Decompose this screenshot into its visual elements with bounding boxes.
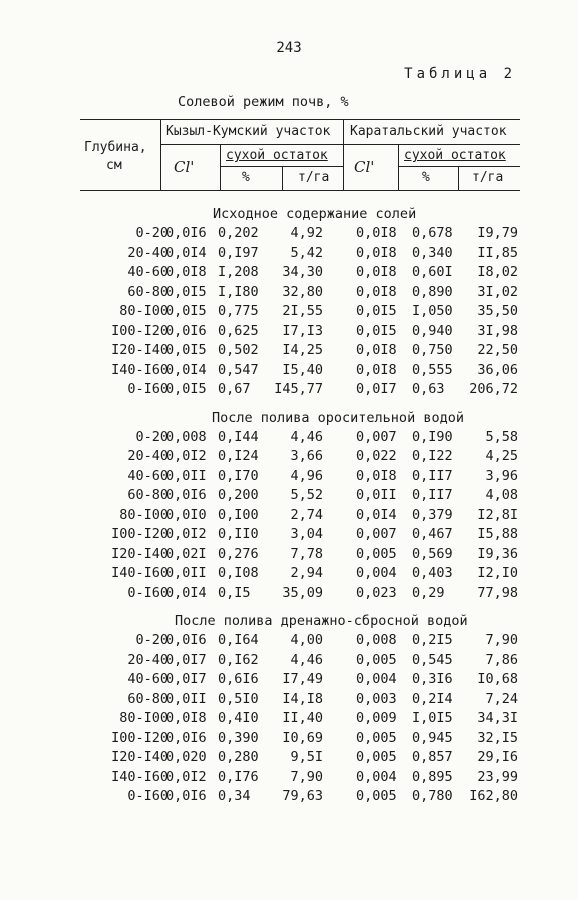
site1-cl-cell: 0,0I4 <box>166 584 207 601</box>
site1-dry-pct-cell: 0,II0 <box>218 526 259 542</box>
site1-dry-tha-cell: 4,96 <box>290 467 323 484</box>
site2-cl-cell: 0,0I8 <box>356 283 397 300</box>
table-row <box>0 244 578 264</box>
depth-cell: 20-40 <box>127 448 168 464</box>
site2-dry-pct-cell: 0,945 <box>412 729 453 746</box>
site2-dry-pct-cell: 0,29 <box>412 584 445 601</box>
site1-dry-pct-cell: I,I80 <box>218 283 259 300</box>
site2-dry-tha-cell: 3I,98 <box>477 322 518 339</box>
site2-dry-pct-cell: 0,I22 <box>412 448 453 464</box>
site2-dry-tha-cell: 36,06 <box>477 361 518 378</box>
site1-dry-tha-cell: I45,77 <box>274 381 323 397</box>
site2-dry-pct-cell: 0,545 <box>412 651 453 668</box>
site2-dry-tha-cell: 3I,02 <box>477 283 518 300</box>
site2-cl-cell: 0,0I8 <box>356 361 397 378</box>
site2-dry-pct-cell: 0,555 <box>412 361 453 378</box>
header-divider-cl1 <box>220 144 221 190</box>
site1-dry-pct-cell: 0,I97 <box>218 244 259 261</box>
site1-dry-pct-cell: 0,I08 <box>218 565 259 581</box>
table-row <box>0 525 578 545</box>
table-row <box>0 467 578 487</box>
table-body <box>0 204 578 807</box>
site2-dry-tha-cell: 4,25 <box>485 448 518 464</box>
depth-cell: 0-I60 <box>127 788 168 804</box>
site2-dry-tha-cell: 77,98 <box>477 584 518 601</box>
site2-cl-cell: 0,0I8 <box>356 244 397 261</box>
site1-cl-cell: 0,0I6 <box>166 788 207 804</box>
site1-dry-tha-cell: I4,25 <box>282 342 323 358</box>
site1-cl-cell: 0,0I6 <box>166 322 207 339</box>
site2-cl-cell: 0,004 <box>356 768 397 785</box>
table-row <box>0 564 578 584</box>
site1-dry-tha-cell: I4,I8 <box>282 690 323 707</box>
site1-dry-tha-cell: 4,46 <box>290 651 323 668</box>
dry-residue-header-site1: сухой остаток <box>226 148 328 163</box>
cl-header-site1: Cl' <box>174 158 195 176</box>
site1-cl-cell: 0,0I6 <box>166 225 207 241</box>
tha-header-site1: т/га <box>298 170 330 185</box>
table-row <box>0 670 578 690</box>
site1-dry-tha-cell: 7,90 <box>290 768 323 785</box>
site2-dry-tha-cell: I9,79 <box>477 225 518 241</box>
site1-header: Кызыл-Кумский участок <box>166 124 331 139</box>
table-row <box>0 361 578 381</box>
site1-cl-cell: 0,0I8 <box>166 710 207 726</box>
site2-cl-cell: 0,0I8 <box>356 342 397 358</box>
site1-dry-pct-cell: 0,775 <box>218 303 259 319</box>
table-row <box>0 729 578 749</box>
depth-cell: I20-I40 <box>111 342 168 358</box>
site1-dry-tha-cell: I5,40 <box>282 361 323 378</box>
site2-dry-tha-cell: 5,58 <box>485 428 518 445</box>
site2-dry-tha-cell: 7,24 <box>485 690 518 707</box>
depth-cell: 40-60 <box>127 467 168 484</box>
site2-dry-pct-cell: 0,II7 <box>412 487 453 503</box>
site2-dry-pct-cell: 0,750 <box>412 342 453 358</box>
table-row <box>0 341 578 361</box>
site2-dry-tha-cell: I8,02 <box>477 264 518 280</box>
site1-dry-pct-cell: 0,I64 <box>218 632 259 648</box>
depth-cell: 60-80 <box>127 690 168 707</box>
table-row <box>0 380 578 400</box>
table-row <box>0 651 578 671</box>
site2-dry-pct-cell: 0,569 <box>412 545 453 562</box>
table-header <box>80 119 520 191</box>
site2-cl-cell: 0,004 <box>356 565 397 581</box>
site1-dry-pct-cell: 0,200 <box>218 487 259 503</box>
site2-cl-cell: 0,005 <box>356 651 397 668</box>
site1-cl-cell: 0,0I5 <box>166 342 207 358</box>
depth-cell: 0-20 <box>135 428 168 445</box>
site1-cl-cell: 0,0I6 <box>166 729 207 746</box>
site1-dry-pct-cell: 0,280 <box>218 749 259 765</box>
site1-cl-cell: 0,0II <box>166 565 207 581</box>
site2-dry-tha-cell: 206,72 <box>469 381 518 397</box>
site1-cl-cell: 0,020 <box>166 749 207 765</box>
table-row <box>0 486 578 506</box>
site2-dry-tha-cell: I9,36 <box>477 545 518 562</box>
site2-cl-cell: 0,0I5 <box>356 303 397 319</box>
table-row <box>0 447 578 467</box>
header-divider-pct2 <box>458 166 459 190</box>
site2-dry-pct-cell: 0,379 <box>412 506 453 523</box>
site2-cl-cell: 0,007 <box>356 526 397 542</box>
site2-dry-tha-cell: 7,90 <box>485 632 518 648</box>
depth-cell: 40-60 <box>127 671 168 687</box>
site1-dry-pct-cell: 0,34 <box>218 788 251 804</box>
site1-cl-cell: 0,0I2 <box>166 768 207 785</box>
depth-cell: I40-I60 <box>111 361 168 378</box>
site1-cl-cell: 0,0I5 <box>166 283 207 300</box>
site2-dry-tha-cell: 29,I6 <box>477 749 518 765</box>
site2-dry-pct-cell: 0,403 <box>412 565 453 581</box>
site2-dry-tha-cell: 4,08 <box>485 487 518 503</box>
depth-cell: 80-I00 <box>119 506 168 523</box>
header-divider-sites-row <box>160 144 520 145</box>
site2-dry-tha-cell: 34,3I <box>477 710 518 726</box>
table-label: Таблица 2 <box>404 66 516 82</box>
table-row <box>0 709 578 729</box>
site2-cl-cell: 0,009 <box>356 710 397 726</box>
site1-dry-pct-cell: 0,I44 <box>218 428 259 445</box>
dry-residue-header-site2: сухой остаток <box>404 148 506 163</box>
pct-header-site1: % <box>242 170 250 185</box>
depth-cell: I00-I20 <box>111 729 168 746</box>
header-divider-sites <box>343 120 344 190</box>
site1-dry-pct-cell: 0,502 <box>218 342 259 358</box>
site2-cl-cell: 0,005 <box>356 788 397 804</box>
site1-dry-tha-cell: 4,46 <box>290 428 323 445</box>
site1-dry-pct-cell: 0,625 <box>218 322 259 339</box>
site1-dry-pct-cell: 0,390 <box>218 729 259 746</box>
site2-cl-cell: 0,0I4 <box>356 506 397 523</box>
section-gap <box>0 400 578 408</box>
site2-cl-cell: 0,007 <box>356 428 397 445</box>
site2-cl-cell: 0,0I8 <box>356 264 397 280</box>
site2-dry-tha-cell: 7,86 <box>485 651 518 668</box>
section-title: После полива оросительной водой <box>212 409 464 426</box>
site2-cl-cell: 0,0I8 <box>356 225 397 241</box>
table-row <box>0 428 578 448</box>
site1-dry-tha-cell: I7,I3 <box>282 322 323 339</box>
site1-dry-pct-cell: 0,I62 <box>218 651 259 668</box>
site1-dry-pct-cell: I,208 <box>218 264 259 280</box>
site2-cl-cell: 0,0I7 <box>356 381 397 397</box>
section-title: Исходное содержание солей <box>213 206 417 222</box>
site1-cl-cell: 0,0I0 <box>166 506 207 523</box>
site1-dry-tha-cell: 2,94 <box>290 565 323 581</box>
site2-dry-pct-cell: 0,2I4 <box>412 690 453 707</box>
depth-cell: 0-I60 <box>127 584 168 601</box>
depth-cell: 60-80 <box>127 487 168 503</box>
site2-dry-pct-cell: 0,II7 <box>412 467 453 484</box>
site2-dry-pct-cell: 0,I90 <box>412 428 453 445</box>
site2-cl-cell: 0,0II <box>356 487 397 503</box>
site2-cl-cell: 0,005 <box>356 729 397 746</box>
site1-dry-tha-cell: 4,92 <box>290 225 323 241</box>
site2-cl-cell: 0,023 <box>356 584 397 601</box>
depth-cell: 40-60 <box>127 264 168 280</box>
depth-cell: I00-I20 <box>111 322 168 339</box>
site2-cl-cell: 0,004 <box>356 671 397 687</box>
header-divider-dry2 <box>398 166 520 167</box>
depth-cell: 60-80 <box>127 283 168 300</box>
site2-dry-tha-cell: 35,50 <box>477 303 518 319</box>
site2-dry-tha-cell: 23,99 <box>477 768 518 785</box>
site1-dry-tha-cell: I0,69 <box>282 729 323 746</box>
site1-dry-tha-cell: 9,5I <box>290 749 323 765</box>
depth-cell: 0-20 <box>135 225 168 241</box>
site1-dry-tha-cell: 2I,55 <box>282 303 323 319</box>
site1-dry-pct-cell: 0,I70 <box>218 467 259 484</box>
site1-dry-pct-cell: 0,276 <box>218 545 259 562</box>
table-title: Солевой режим почв, % <box>178 94 349 110</box>
site2-dry-pct-cell: 0,2I5 <box>412 632 453 648</box>
tha-header-site2: т/га <box>472 170 504 185</box>
site1-cl-cell: 0,0I8 <box>166 264 207 280</box>
site1-dry-pct-cell: 0,547 <box>218 361 259 378</box>
cl-header-site2: Cl' <box>354 158 375 176</box>
site2-dry-pct-cell: 0,340 <box>412 244 453 261</box>
table-row <box>0 224 578 244</box>
site1-dry-pct-cell: 0,67 <box>218 381 251 397</box>
site1-dry-tha-cell: 32,80 <box>282 283 323 300</box>
site1-cl-cell: 0,0I4 <box>166 361 207 378</box>
site2-dry-pct-cell: 0,857 <box>412 749 453 765</box>
header-divider-depth <box>160 120 161 190</box>
site1-cl-cell: 0,008 <box>166 428 207 445</box>
site1-cl-cell: 0,0I2 <box>166 448 207 464</box>
site1-dry-pct-cell: 0,6I6 <box>218 671 259 687</box>
site1-dry-pct-cell: 0,202 <box>218 225 259 241</box>
site2-dry-tha-cell: 22,50 <box>477 342 518 358</box>
site1-dry-tha-cell: 34,30 <box>282 264 323 280</box>
section-gap <box>0 603 578 611</box>
site2-cl-cell: 0,003 <box>356 690 397 707</box>
site2-cl-cell: 0,005 <box>356 545 397 562</box>
section-title: После полива дренажно-сбросной водой <box>175 613 468 629</box>
site2-dry-pct-cell: 0,678 <box>412 225 453 241</box>
site1-cl-cell: 0,02I <box>166 545 207 562</box>
site2-dry-pct-cell: 0,895 <box>412 768 453 785</box>
site1-dry-pct-cell: 0,I00 <box>218 506 259 523</box>
site1-dry-tha-cell: 2,74 <box>290 506 323 523</box>
site2-dry-pct-cell: 0,467 <box>412 526 453 542</box>
table-row <box>0 506 578 526</box>
table-row <box>0 748 578 768</box>
site2-dry-pct-cell: 0,890 <box>412 283 453 300</box>
site2-dry-tha-cell: I5,88 <box>477 526 518 542</box>
table-row <box>0 302 578 322</box>
site2-dry-tha-cell: 3,96 <box>485 467 518 484</box>
depth-cell: I00-I20 <box>111 526 168 542</box>
depth-cell: I40-I60 <box>111 768 168 785</box>
pct-header-site2: % <box>422 170 430 185</box>
site1-dry-tha-cell: 3,66 <box>290 448 323 464</box>
table-row <box>0 283 578 303</box>
site2-dry-pct-cell: 0,3I6 <box>412 671 453 687</box>
site1-dry-pct-cell: 0,I24 <box>218 448 259 464</box>
site2-dry-tha-cell: 32,I5 <box>477 729 518 746</box>
table-row <box>0 690 578 710</box>
table-row <box>0 322 578 342</box>
site1-dry-tha-cell: 4,00 <box>290 632 323 648</box>
depth-header-line1: Глубина, <box>84 140 147 155</box>
table-row <box>0 787 578 807</box>
site2-dry-tha-cell: II,85 <box>477 244 518 261</box>
site2-dry-tha-cell: I2,I0 <box>477 565 518 581</box>
site2-cl-cell: 0,0I8 <box>356 467 397 484</box>
site1-dry-pct-cell: 0,5I0 <box>218 690 259 707</box>
site2-dry-pct-cell: 0,63 <box>412 381 445 397</box>
site2-cl-cell: 0,008 <box>356 632 397 648</box>
site2-dry-pct-cell: 0,780 <box>412 788 453 804</box>
site1-cl-cell: 0,0I2 <box>166 526 207 542</box>
header-divider-cl2 <box>398 144 399 190</box>
depth-header-line2: см <box>106 158 122 173</box>
table-row <box>0 584 578 604</box>
site1-dry-tha-cell: 35,09 <box>282 584 323 601</box>
table-row <box>0 263 578 283</box>
site1-dry-pct-cell: 0,4I0 <box>218 710 259 726</box>
site2-dry-pct-cell: 0,60I <box>412 264 453 280</box>
site2-dry-pct-cell: I,0I5 <box>412 710 453 726</box>
site1-dry-tha-cell: II,40 <box>282 710 323 726</box>
site2-dry-pct-cell: I,050 <box>412 303 453 319</box>
site1-cl-cell: 0,0II <box>166 690 207 707</box>
depth-cell: 0-20 <box>135 632 168 648</box>
site1-cl-cell: 0,0I6 <box>166 632 207 648</box>
site1-dry-tha-cell: 5,42 <box>290 244 323 261</box>
site2-header: Каратальский участок <box>350 124 507 139</box>
table-row <box>0 768 578 788</box>
header-divider-pct1 <box>282 166 283 190</box>
site1-dry-tha-cell: 3,04 <box>290 526 323 542</box>
depth-cell: I20-I40 <box>111 749 168 765</box>
site1-cl-cell: 0,0II <box>166 467 207 484</box>
site2-dry-pct-cell: 0,940 <box>412 322 453 339</box>
site1-dry-tha-cell: 79,63 <box>282 788 323 804</box>
site2-dry-tha-cell: I0,68 <box>477 671 518 687</box>
site1-dry-pct-cell: 0,I5 <box>218 584 251 601</box>
site1-cl-cell: 0,0I5 <box>166 303 207 319</box>
table-row <box>0 631 578 651</box>
site1-cl-cell: 0,0I7 <box>166 651 207 668</box>
depth-cell: 20-40 <box>127 651 168 668</box>
table-row <box>0 545 578 565</box>
site1-cl-cell: 0,0I7 <box>166 671 207 687</box>
depth-cell: 0-I60 <box>127 381 168 397</box>
site1-dry-tha-cell: 7,78 <box>290 545 323 562</box>
site2-cl-cell: 0,0I5 <box>356 322 397 339</box>
site2-cl-cell: 0,022 <box>356 448 397 464</box>
site2-cl-cell: 0,005 <box>356 749 397 765</box>
site1-cl-cell: 0,0I5 <box>166 381 207 397</box>
depth-cell: 80-I00 <box>119 710 168 726</box>
depth-cell: 20-40 <box>127 244 168 261</box>
site1-dry-pct-cell: 0,I76 <box>218 768 259 785</box>
site1-cl-cell: 0,0I4 <box>166 244 207 261</box>
site1-dry-tha-cell: I7,49 <box>282 671 323 687</box>
depth-cell: I20-I40 <box>111 545 168 562</box>
site1-cl-cell: 0,0I6 <box>166 487 207 503</box>
page-number: 243 <box>276 40 302 56</box>
site2-dry-tha-cell: I62,80 <box>469 788 518 804</box>
depth-cell: 80-I00 <box>119 303 168 319</box>
depth-cell: I40-I60 <box>111 565 168 581</box>
site1-dry-tha-cell: 5,52 <box>290 487 323 503</box>
site2-dry-tha-cell: I2,8I <box>477 506 518 523</box>
